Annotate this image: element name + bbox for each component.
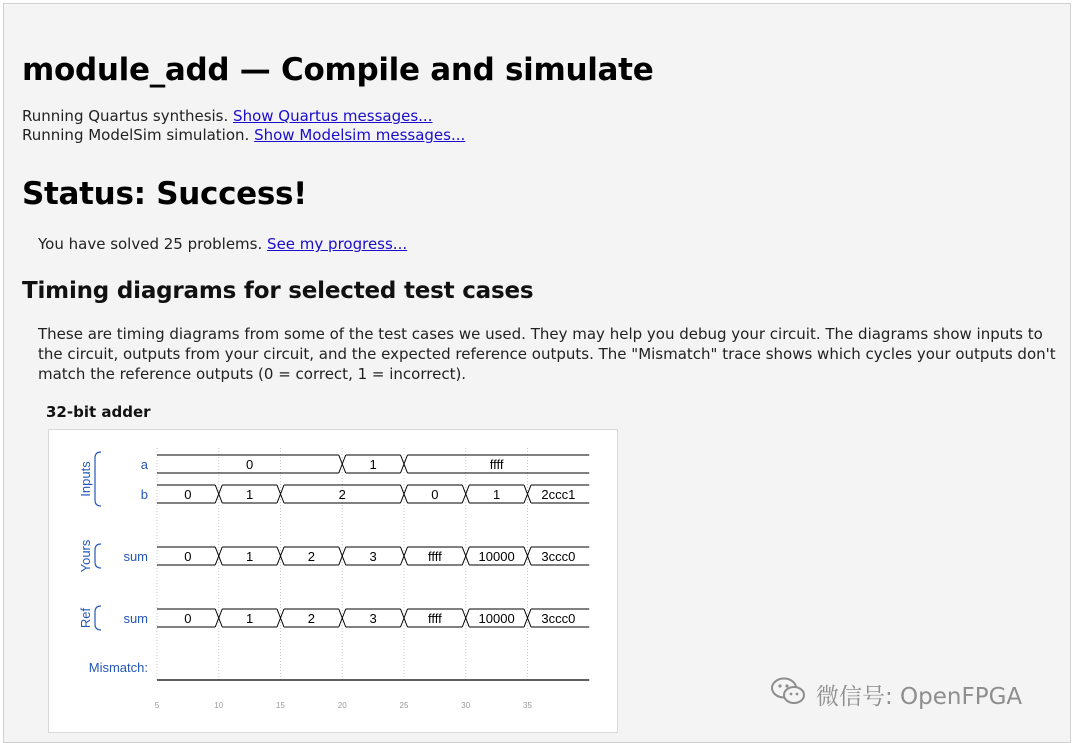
group-bracket: [95, 606, 101, 630]
signal-name: a: [140, 457, 148, 472]
time-tick-label: 10: [214, 701, 224, 710]
wechat-icon: [770, 676, 808, 712]
bus-value-label: 3ccc0: [541, 549, 576, 564]
bus-value-label: 0: [184, 487, 192, 502]
see-my-progress-link[interactable]: See my progress...: [267, 235, 408, 253]
run-status-lines: [22, 107, 465, 145]
timing-diagrams-heading: Timing diagrams for selected test cases: [22, 278, 534, 304]
time-tick-label: 15: [276, 701, 285, 710]
bus-value-label: 0: [431, 487, 439, 502]
quartus-text: Running Quartus synthesis.: [22, 107, 229, 125]
group-label: Inputs: [78, 461, 93, 497]
watermark: [770, 676, 1022, 712]
timing-diagram: [48, 429, 618, 733]
modelsim-text: Running ModelSim simulation.: [22, 126, 250, 144]
bus-value-label: 2ccc1: [541, 487, 576, 502]
bus-value-label: 3: [369, 611, 377, 626]
group-bracket: [95, 452, 101, 506]
bus-value-label: 1: [493, 487, 501, 502]
page-frame: [3, 3, 1071, 743]
signal-name: b: [140, 487, 148, 502]
bus-value-label: 1: [369, 457, 377, 472]
bus-value-label: 0: [184, 549, 192, 564]
time-tick-label: 30: [461, 701, 471, 710]
time-tick-label: 35: [523, 701, 532, 710]
bus-value-label: 1: [246, 611, 254, 626]
time-tick-label: 5: [154, 701, 160, 710]
solved-text: You have solved 25 problems.: [38, 235, 263, 253]
group-label: Yours: [78, 539, 93, 573]
time-tick-label: 25: [399, 701, 409, 710]
timing-description: These are timing diagrams from some of the test cases we used. They may help you debug your circuit. The diagrams show inputs to the circuit, outputs from your circuit, and the expected reference outputs. The "Mismatch" trace shows which cycles your outputs don't match the reference outputs (0 = correct, 1 = incorrect).: [38, 325, 1056, 383]
bus-value-label: 2: [307, 611, 315, 626]
bus-value-label: 2: [307, 549, 315, 564]
timing-diagram-svg: [49, 430, 617, 732]
bus-value-label: 2: [338, 487, 346, 502]
show-modelsim-messages-link[interactable]: Show Modelsim messages...: [254, 126, 466, 144]
status-heading: Status: Success!: [22, 176, 308, 212]
signal-name: sum: [123, 611, 148, 626]
page-title: module_add — Compile and simulate: [22, 52, 654, 88]
time-tick-label: 20: [337, 701, 347, 710]
group-label: Ref: [78, 607, 93, 629]
mismatch-label: Mismatch:: [88, 660, 148, 675]
watermark-text: 微信号: OpenFPGA: [816, 683, 1023, 710]
bus-value-label: 0: [184, 611, 192, 626]
bus-value-label: 1: [246, 549, 254, 564]
bus-value-label: ffff: [428, 549, 442, 564]
bus-value-label: ffff: [489, 457, 504, 472]
solved-count-line: [38, 235, 407, 253]
bus-value-label: 0: [246, 457, 254, 472]
bus-value-label: 3ccc0: [541, 611, 576, 626]
bus-value-label: 1: [246, 487, 254, 502]
bus-value-label: ffff: [428, 611, 442, 626]
bus-value-label: 3: [369, 549, 377, 564]
diagram-title: 32-bit adder: [46, 403, 151, 421]
quartus-line: [22, 107, 465, 126]
bus-value-label: 10000: [478, 549, 515, 564]
bus-value-label: 10000: [478, 611, 515, 626]
show-quartus-messages-link[interactable]: Show Quartus messages...: [233, 107, 433, 125]
group-bracket: [95, 544, 101, 568]
signal-name: sum: [123, 549, 148, 564]
modelsim-line: [22, 126, 465, 145]
